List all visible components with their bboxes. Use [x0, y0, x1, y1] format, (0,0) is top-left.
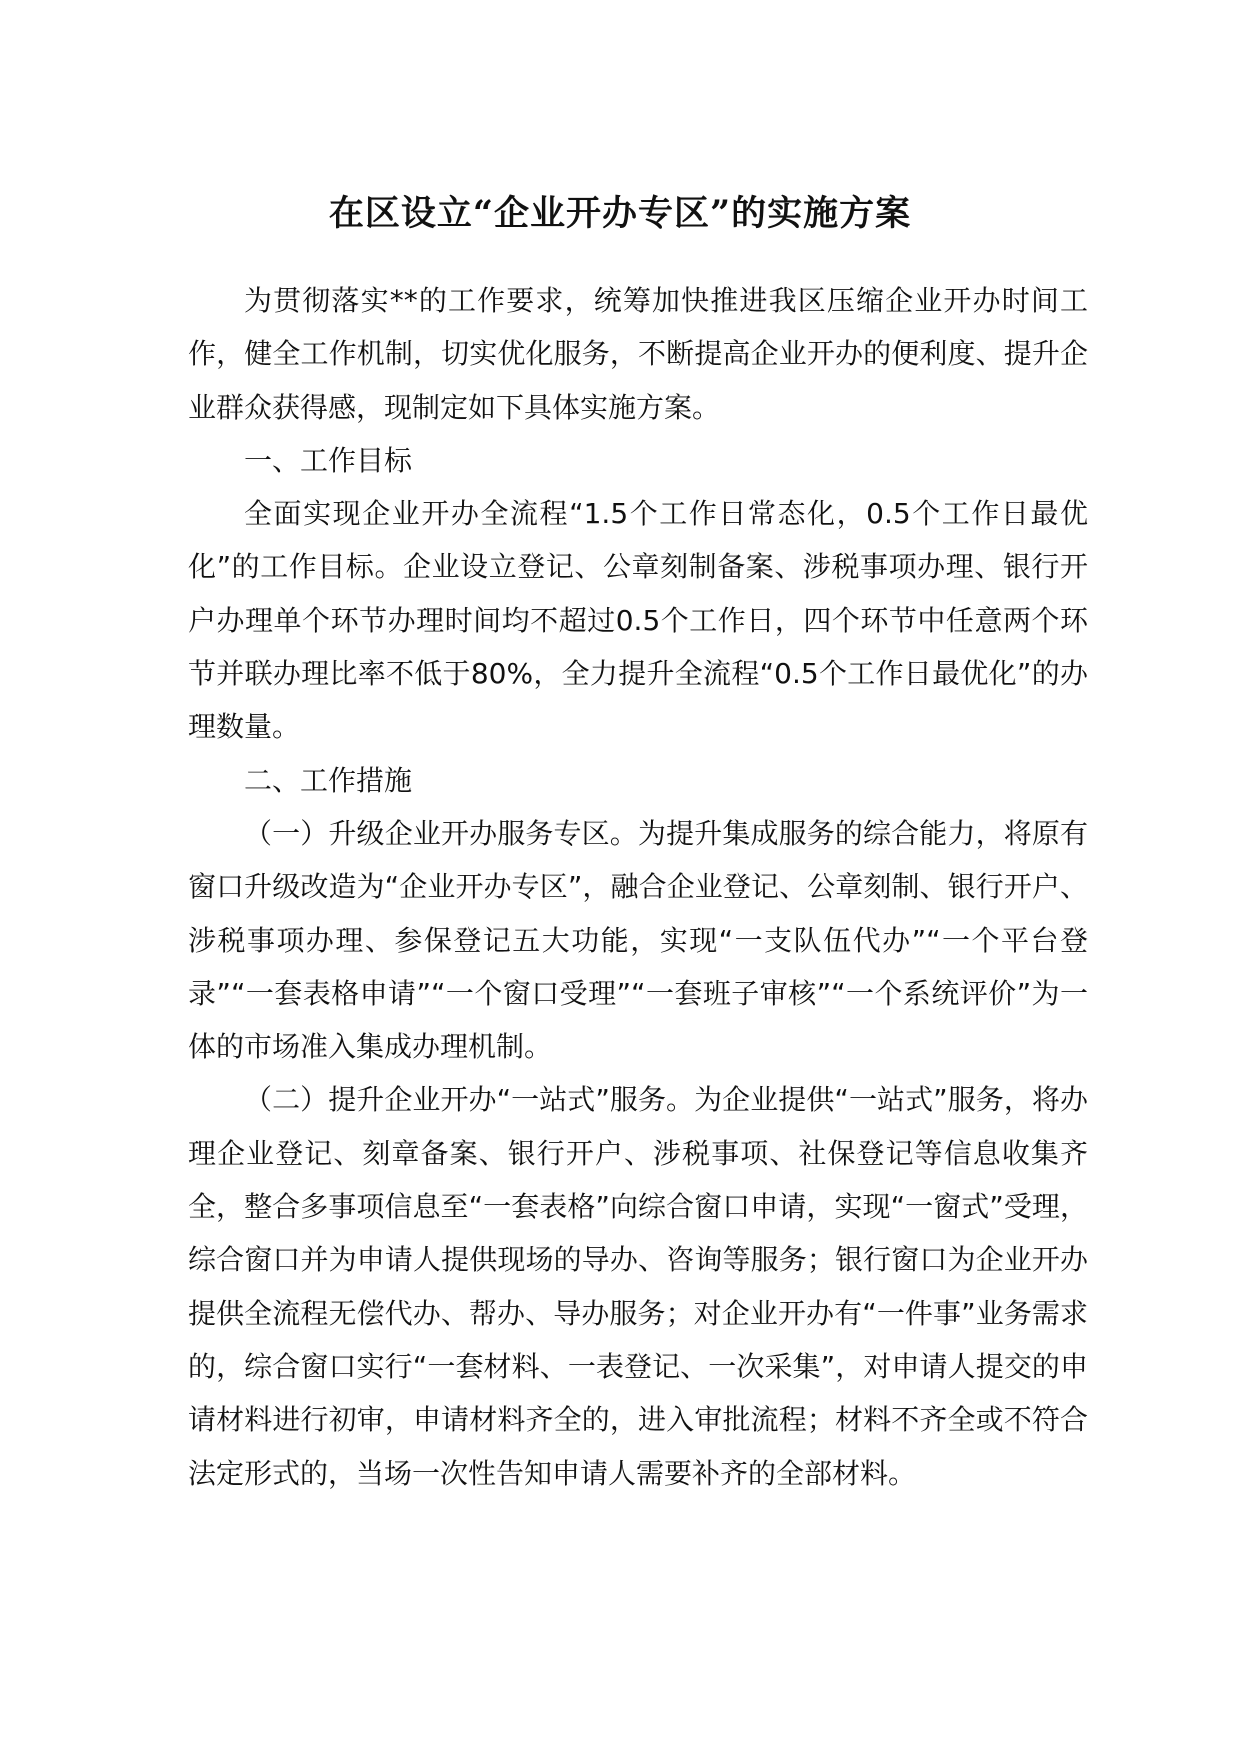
measure-2-paragraph: （二）提升企业开办“一站式”服务。为企业提供“一站式”服务，将办理企业登记、刻章备案、银行开户、涉税事项、社保登记等信息收集齐全，整合多事项信息至“一套表格”向综合窗口申请，实现“一窗式”受理，综合窗口并为申请人提供现场的导办、咨询等服务；银行窗口为企业开办提供全流程无偿代办、帮办、导办服务；对企业开办有“一件事”业务需求的，综合窗口实行“一套材料、一表登记、一次采集”，对申请人提交的申请材料进行初审，申请材料齐全的，进入审批流程；材料不齐全或不符合法定形式的，当场一次性告知申请人需要补齐的全部材料。 — [188, 1083, 1088, 1490]
section-heading-goals: 一、工作目标 — [244, 443, 413, 477]
document-body — [188, 274, 1088, 1500]
document-title: 在区设立“企业开办专区”的实施方案 — [328, 193, 912, 234]
intro-paragraph: 为贯彻落实**的工作要求，统筹加快推进我区压缩企业开办时间工作，健全工作机制，切实优化服务，不断提高企业开办的便利度、提升企业群众获得感，现制定如下具体实施方案。 — [188, 284, 1088, 424]
measure-1-paragraph: （一）升级企业开办服务专区。为提升集成服务的综合能力，将原有窗口升级改造为“企业开办专区”，融合企业登记、公章刻制、银行开户、涉税事项办理、参保登记五大功能，实现“一支队伍代办”“一个平台登录”“一套表格申请”“一个窗口受理”“一套班子审核”“一个系统评价”为一体的市场准入集成办理机制。 — [188, 816, 1088, 1064]
section-heading-measures: 二、工作措施 — [244, 763, 413, 797]
goals-paragraph: 全面实现企业开办全流程“1.5个工作日常态化，0.5个工作日最优化”的工作目标。企业设立登记、公章刻制备案、涉税事项办理、银行开户办理单个环节办理时间均不超过0.5个工作日，四个环节中任意两个环节并联办理比率不低于80%，全力提升全流程“0.5个工作日最优化”的办理数量。 — [188, 497, 1088, 744]
